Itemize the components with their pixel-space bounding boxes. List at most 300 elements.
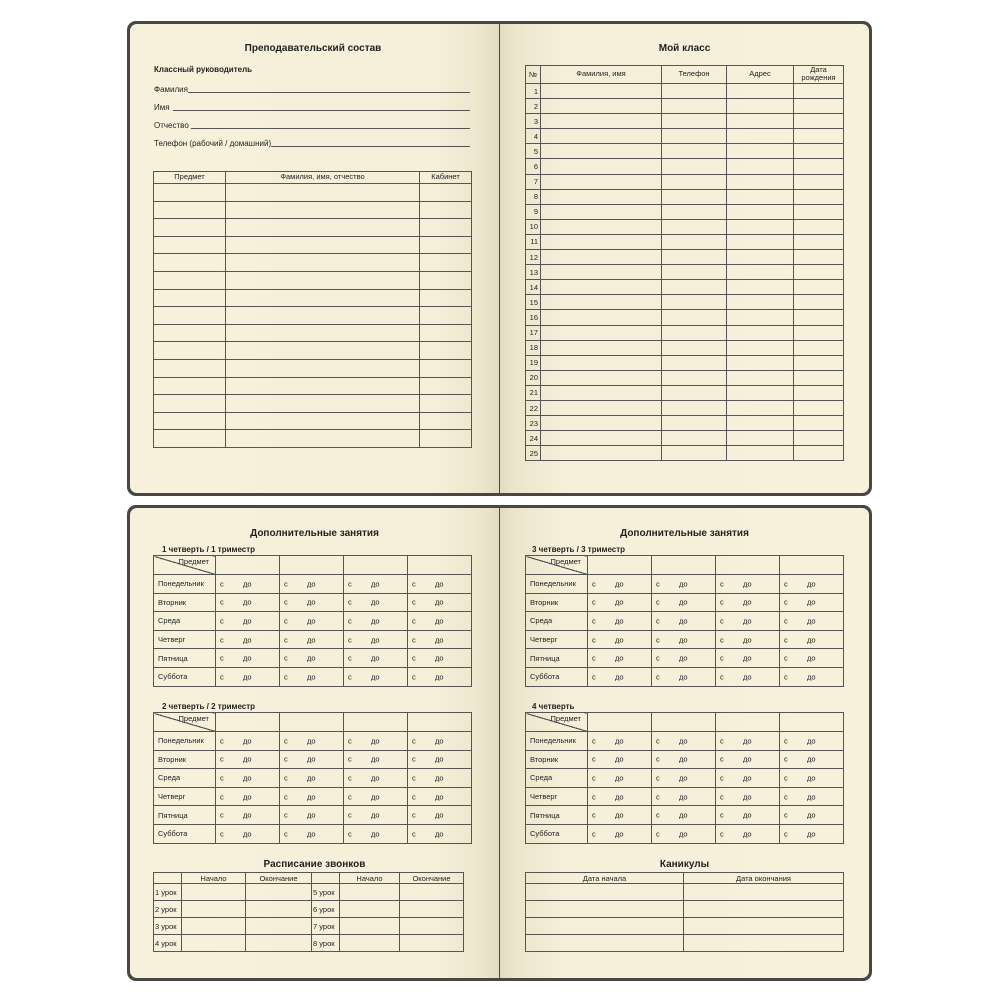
time-slot-cell[interactable] — [216, 649, 280, 668]
student-phone-cell[interactable] — [662, 265, 727, 280]
time-slot-cell[interactable] — [780, 612, 844, 631]
student-phone-cell[interactable] — [662, 280, 727, 295]
time-slot-cell[interactable] — [280, 593, 344, 612]
bell-start-cell[interactable] — [182, 884, 246, 901]
time-slot-cell[interactable] — [344, 732, 408, 751]
time-slot-cell[interactable] — [408, 732, 472, 751]
student-name-cell[interactable] — [541, 174, 662, 189]
time-slot-cell[interactable] — [216, 806, 280, 825]
teacher-name-cell[interactable] — [226, 307, 420, 325]
time-slot-cell[interactable] — [588, 649, 652, 668]
teacher-room-cell[interactable] — [420, 184, 472, 202]
time-slot-cell[interactable] — [588, 593, 652, 612]
student-name-cell[interactable] — [541, 204, 662, 219]
student-birthdate-cell[interactable] — [794, 144, 844, 159]
time-slot-cell[interactable] — [780, 667, 844, 686]
student-phone-cell[interactable] — [662, 219, 727, 234]
student-name-cell[interactable] — [541, 99, 662, 114]
student-birthdate-cell[interactable] — [794, 99, 844, 114]
student-address-cell[interactable] — [727, 204, 794, 219]
time-slot-cell[interactable] — [344, 750, 408, 769]
time-slot-cell[interactable] — [652, 612, 716, 631]
teacher-room-cell[interactable] — [420, 395, 472, 413]
student-phone-cell[interactable] — [662, 250, 727, 265]
time-slot-cell[interactable] — [780, 787, 844, 806]
student-address-cell[interactable] — [727, 400, 794, 415]
time-slot-cell[interactable] — [588, 769, 652, 788]
time-slot-cell[interactable] — [280, 612, 344, 631]
student-birthdate-cell[interactable] — [794, 159, 844, 174]
student-address-cell[interactable] — [727, 295, 794, 310]
student-phone-cell[interactable] — [662, 84, 727, 99]
teacher-name-cell[interactable] — [226, 289, 420, 307]
time-slot-cell[interactable] — [280, 630, 344, 649]
time-slot-cell[interactable] — [716, 630, 780, 649]
time-slot-cell[interactable] — [216, 575, 280, 594]
student-name-cell[interactable] — [541, 250, 662, 265]
time-slot-cell[interactable] — [588, 630, 652, 649]
time-slot-cell[interactable] — [344, 649, 408, 668]
time-slot-cell[interactable] — [588, 750, 652, 769]
time-slot-cell[interactable] — [280, 649, 344, 668]
time-slot-cell[interactable] — [652, 593, 716, 612]
time-slot-cell[interactable] — [652, 769, 716, 788]
time-slot-cell[interactable] — [408, 750, 472, 769]
student-birthdate-cell[interactable] — [794, 234, 844, 249]
time-slot-cell[interactable] — [716, 769, 780, 788]
teacher-subject-cell[interactable] — [154, 430, 226, 448]
subject-name-cell[interactable] — [652, 713, 716, 732]
time-slot-cell[interactable] — [408, 649, 472, 668]
bell-start-cell[interactable] — [340, 918, 400, 935]
holiday-start-cell[interactable] — [526, 918, 684, 935]
subject-name-cell[interactable] — [588, 713, 652, 732]
student-birthdate-cell[interactable] — [794, 129, 844, 144]
time-slot-cell[interactable] — [216, 732, 280, 751]
time-slot-cell[interactable] — [344, 667, 408, 686]
to-label: до — [307, 754, 316, 764]
time-slot-cell[interactable] — [280, 769, 344, 788]
student-phone-cell[interactable] — [662, 204, 727, 219]
teacher-subject-cell[interactable] — [154, 236, 226, 254]
from-label: с — [284, 773, 288, 783]
bell-end-cell[interactable] — [400, 935, 464, 952]
student-birthdate-cell[interactable] — [794, 446, 844, 461]
teacher-subject-cell[interactable] — [154, 307, 226, 325]
student-address-cell[interactable] — [727, 144, 794, 159]
time-slot-cell[interactable] — [716, 732, 780, 751]
time-slot-cell[interactable] — [716, 787, 780, 806]
teacher-name-cell[interactable] — [226, 271, 420, 289]
bells-corner-right — [312, 873, 340, 884]
time-slot-cell[interactable] — [652, 824, 716, 843]
student-address-cell[interactable] — [727, 250, 794, 265]
subject-name-cell[interactable] — [716, 556, 780, 575]
student-phone-cell[interactable] — [662, 355, 727, 370]
bell-end-cell[interactable] — [246, 884, 312, 901]
from-label: с — [220, 616, 224, 626]
student-name-cell[interactable] — [541, 370, 662, 385]
time-slot-cell[interactable] — [716, 806, 780, 825]
bell-end-cell[interactable] — [400, 918, 464, 935]
weekday-label: Четверг — [154, 630, 216, 649]
time-slot-cell[interactable] — [280, 806, 344, 825]
student-name-cell[interactable] — [541, 159, 662, 174]
teacher-name-cell[interactable] — [226, 342, 420, 360]
student-name-cell[interactable] — [541, 144, 662, 159]
time-slot-cell[interactable] — [344, 612, 408, 631]
student-birthdate-cell[interactable] — [794, 355, 844, 370]
time-slot-cell[interactable] — [716, 593, 780, 612]
teacher-room-cell[interactable] — [420, 201, 472, 219]
teacher-room-cell[interactable] — [420, 324, 472, 342]
time-slot-cell[interactable] — [780, 575, 844, 594]
teacher-subject-cell[interactable] — [154, 342, 226, 360]
bell-start-cell[interactable] — [182, 901, 246, 918]
teacher-subject-cell[interactable] — [154, 254, 226, 272]
time-slot-cell[interactable] — [652, 732, 716, 751]
teacher-subject-cell[interactable] — [154, 377, 226, 395]
teachers-table-row — [154, 184, 472, 202]
bell-start-cell[interactable] — [340, 901, 400, 918]
teacher-name-cell[interactable] — [226, 430, 420, 448]
teacher-room-cell[interactable] — [420, 254, 472, 272]
subject-name-cell[interactable] — [652, 556, 716, 575]
student-address-cell[interactable] — [727, 234, 794, 249]
from-label: с — [656, 773, 660, 783]
time-slot-cell[interactable] — [716, 612, 780, 631]
student-birthdate-cell[interactable] — [794, 280, 844, 295]
student-phone-cell[interactable] — [662, 234, 727, 249]
class-table-row — [526, 189, 844, 204]
time-slot-cell[interactable] — [780, 750, 844, 769]
student-phone-cell[interactable] — [662, 340, 727, 355]
time-slot-cell[interactable] — [280, 732, 344, 751]
student-phone-cell[interactable] — [662, 325, 727, 340]
time-slot-cell[interactable] — [780, 806, 844, 825]
time-slot-cell[interactable] — [652, 630, 716, 649]
student-name-cell[interactable] — [541, 355, 662, 370]
student-birthdate-cell[interactable] — [794, 84, 844, 99]
holiday-end-cell[interactable] — [684, 901, 844, 918]
student-birthdate-cell[interactable] — [794, 250, 844, 265]
bell-end-cell[interactable] — [400, 901, 464, 918]
bell-end-cell[interactable] — [400, 884, 464, 901]
student-address-cell[interactable] — [727, 431, 794, 446]
student-name-cell[interactable] — [541, 310, 662, 325]
teacher-name-cell[interactable] — [226, 184, 420, 202]
time-slot-cell[interactable] — [344, 806, 408, 825]
bell-start-cell[interactable] — [340, 884, 400, 901]
time-slot-cell[interactable] — [344, 575, 408, 594]
time-slot-cell[interactable] — [588, 612, 652, 631]
teacher-subject-cell[interactable] — [154, 201, 226, 219]
time-slot-cell[interactable] — [588, 667, 652, 686]
student-address-cell[interactable] — [727, 310, 794, 325]
time-slot-cell[interactable] — [716, 575, 780, 594]
holiday-start-cell[interactable] — [526, 884, 684, 901]
time-slot-cell[interactable] — [408, 575, 472, 594]
student-birthdate-cell[interactable] — [794, 310, 844, 325]
time-slot-cell[interactable] — [588, 806, 652, 825]
student-name-cell[interactable] — [541, 234, 662, 249]
teacher-subject-cell[interactable] — [154, 219, 226, 237]
schedule-table-q3 — [525, 555, 844, 687]
time-slot-cell[interactable] — [216, 612, 280, 631]
student-phone-cell[interactable] — [662, 370, 727, 385]
subject-name-cell[interactable] — [716, 713, 780, 732]
teacher-name-cell[interactable] — [226, 324, 420, 342]
subject-name-cell[interactable] — [216, 556, 280, 575]
student-address-cell[interactable] — [727, 385, 794, 400]
student-phone-cell[interactable] — [662, 114, 727, 129]
student-birthdate-cell[interactable] — [794, 370, 844, 385]
time-slot-cell[interactable] — [652, 806, 716, 825]
student-name-cell[interactable] — [541, 114, 662, 129]
student-name-cell[interactable] — [541, 189, 662, 204]
student-name-cell[interactable] — [541, 295, 662, 310]
field-line-name[interactable] — [173, 110, 470, 111]
time-slot-cell[interactable] — [408, 824, 472, 843]
time-slot-cell[interactable] — [652, 787, 716, 806]
student-address-cell[interactable] — [727, 355, 794, 370]
teacher-name-cell[interactable] — [226, 412, 420, 430]
teacher-room-cell[interactable] — [420, 307, 472, 325]
teacher-name-cell[interactable] — [226, 377, 420, 395]
student-address-cell[interactable] — [727, 370, 794, 385]
time-slot-cell[interactable] — [588, 575, 652, 594]
teacher-subject-cell[interactable] — [154, 359, 226, 377]
student-birthdate-cell[interactable] — [794, 295, 844, 310]
student-phone-cell[interactable] — [662, 446, 727, 461]
student-address-cell[interactable] — [727, 189, 794, 204]
subject-name-cell[interactable] — [280, 556, 344, 575]
bell-start-cell[interactable] — [182, 918, 246, 935]
teacher-subject-cell[interactable] — [154, 324, 226, 342]
time-slot-cell[interactable] — [216, 769, 280, 788]
teacher-room-cell[interactable] — [420, 377, 472, 395]
time-slot-cell[interactable] — [280, 750, 344, 769]
time-slot-cell[interactable] — [408, 593, 472, 612]
holidays-header-start: Дата начала — [526, 873, 684, 884]
student-phone-cell[interactable] — [662, 144, 727, 159]
teacher-name-cell[interactable] — [226, 219, 420, 237]
teacher-room-cell[interactable] — [420, 219, 472, 237]
subject-name-cell[interactable] — [344, 556, 408, 575]
time-slot-cell[interactable] — [780, 593, 844, 612]
teacher-subject-cell[interactable] — [154, 289, 226, 307]
time-slot-cell[interactable] — [344, 769, 408, 788]
teacher-room-cell[interactable] — [420, 359, 472, 377]
student-birthdate-cell[interactable] — [794, 400, 844, 415]
teacher-name-cell[interactable] — [226, 395, 420, 413]
student-address-cell[interactable] — [727, 174, 794, 189]
student-name-cell[interactable] — [541, 431, 662, 446]
teacher-room-cell[interactable] — [420, 412, 472, 430]
class-row-number: 8 — [526, 189, 541, 204]
student-name-cell[interactable] — [541, 340, 662, 355]
teacher-room-cell[interactable] — [420, 271, 472, 289]
time-slot-cell[interactable] — [280, 575, 344, 594]
student-address-cell[interactable] — [727, 280, 794, 295]
teacher-name-cell[interactable] — [226, 201, 420, 219]
time-slot-cell[interactable] — [780, 649, 844, 668]
student-birthdate-cell[interactable] — [794, 204, 844, 219]
schedule-row — [526, 667, 844, 686]
holiday-end-cell[interactable] — [684, 935, 844, 952]
student-birthdate-cell[interactable] — [794, 174, 844, 189]
teacher-name-cell[interactable] — [226, 236, 420, 254]
student-address-cell[interactable] — [727, 416, 794, 431]
student-birthdate-cell[interactable] — [794, 189, 844, 204]
student-name-cell[interactable] — [541, 280, 662, 295]
time-slot-cell[interactable] — [652, 649, 716, 668]
teacher-room-cell[interactable] — [420, 342, 472, 360]
time-slot-cell[interactable] — [652, 667, 716, 686]
to-label: до — [307, 616, 316, 626]
time-slot-cell[interactable] — [408, 630, 472, 649]
student-name-cell[interactable] — [541, 400, 662, 415]
student-address-cell[interactable] — [727, 325, 794, 340]
student-birthdate-cell[interactable] — [794, 265, 844, 280]
student-name-cell[interactable] — [541, 325, 662, 340]
time-slot-cell[interactable] — [216, 750, 280, 769]
student-phone-cell[interactable] — [662, 400, 727, 415]
holiday-start-cell[interactable] — [526, 901, 684, 918]
teacher-name-cell[interactable] — [226, 359, 420, 377]
time-slot-cell[interactable] — [408, 612, 472, 631]
bell-end-cell[interactable] — [246, 918, 312, 935]
time-slot-cell[interactable] — [780, 630, 844, 649]
time-slot-cell[interactable] — [344, 593, 408, 612]
subject-name-cell[interactable] — [216, 713, 280, 732]
time-slot-cell[interactable] — [652, 750, 716, 769]
teacher-subject-cell[interactable] — [154, 184, 226, 202]
teacher-room-cell[interactable] — [420, 289, 472, 307]
student-birthdate-cell[interactable] — [794, 114, 844, 129]
student-phone-cell[interactable] — [662, 295, 727, 310]
teacher-room-cell[interactable] — [420, 430, 472, 448]
time-slot-cell[interactable] — [408, 769, 472, 788]
time-slot-cell[interactable] — [588, 732, 652, 751]
student-phone-cell[interactable] — [662, 385, 727, 400]
student-address-cell[interactable] — [727, 159, 794, 174]
student-name-cell[interactable] — [541, 84, 662, 99]
subject-name-cell[interactable] — [780, 556, 844, 575]
time-slot-cell[interactable] — [280, 824, 344, 843]
student-phone-cell[interactable] — [662, 159, 727, 174]
time-slot-cell[interactable] — [344, 787, 408, 806]
time-slot-cell[interactable] — [780, 732, 844, 751]
student-address-cell[interactable] — [727, 84, 794, 99]
holiday-start-cell[interactable] — [526, 935, 684, 952]
student-phone-cell[interactable] — [662, 129, 727, 144]
holiday-end-cell[interactable] — [684, 918, 844, 935]
time-slot-cell[interactable] — [216, 667, 280, 686]
student-address-cell[interactable] — [727, 99, 794, 114]
student-address-cell[interactable] — [727, 340, 794, 355]
teacher-subject-cell[interactable] — [154, 271, 226, 289]
student-phone-cell[interactable] — [662, 99, 727, 114]
time-slot-cell[interactable] — [216, 593, 280, 612]
student-name-cell[interactable] — [541, 219, 662, 234]
student-name-cell[interactable] — [541, 385, 662, 400]
time-slot-cell[interactable] — [588, 824, 652, 843]
time-slot-cell[interactable] — [408, 787, 472, 806]
student-birthdate-cell[interactable] — [794, 416, 844, 431]
my-class-table — [525, 65, 844, 461]
time-slot-cell[interactable] — [216, 630, 280, 649]
student-birthdate-cell[interactable] — [794, 219, 844, 234]
field-line-patronymic[interactable] — [191, 128, 470, 129]
time-slot-cell[interactable] — [652, 575, 716, 594]
time-slot-cell[interactable] — [780, 769, 844, 788]
teacher-subject-cell[interactable] — [154, 412, 226, 430]
time-slot-cell[interactable] — [216, 824, 280, 843]
student-address-cell[interactable] — [727, 114, 794, 129]
student-phone-cell[interactable] — [662, 416, 727, 431]
holiday-end-cell[interactable] — [684, 884, 844, 901]
bell-end-cell[interactable] — [246, 901, 312, 918]
student-phone-cell[interactable] — [662, 431, 727, 446]
student-address-cell[interactable] — [727, 219, 794, 234]
student-address-cell[interactable] — [727, 265, 794, 280]
student-birthdate-cell[interactable] — [794, 385, 844, 400]
teacher-room-cell[interactable] — [420, 236, 472, 254]
bell-start-cell[interactable] — [182, 935, 246, 952]
time-slot-cell[interactable] — [280, 667, 344, 686]
time-slot-cell[interactable] — [408, 667, 472, 686]
subject-name-cell[interactable] — [344, 713, 408, 732]
student-phone-cell[interactable] — [662, 189, 727, 204]
bell-end-cell[interactable] — [246, 935, 312, 952]
time-slot-cell[interactable] — [344, 824, 408, 843]
time-slot-cell[interactable] — [716, 824, 780, 843]
student-address-cell[interactable] — [727, 446, 794, 461]
bell-start-cell[interactable] — [340, 935, 400, 952]
time-slot-cell[interactable] — [408, 806, 472, 825]
student-birthdate-cell[interactable] — [794, 431, 844, 446]
field-line-surname[interactable] — [188, 92, 470, 93]
subject-name-cell[interactable] — [780, 713, 844, 732]
teacher-subject-cell[interactable] — [154, 395, 226, 413]
teacher-name-cell[interactable] — [226, 254, 420, 272]
time-slot-cell[interactable] — [588, 787, 652, 806]
student-name-cell[interactable] — [541, 265, 662, 280]
time-slot-cell[interactable] — [716, 649, 780, 668]
student-name-cell[interactable] — [541, 446, 662, 461]
subject-name-cell[interactable] — [588, 556, 652, 575]
time-slot-cell[interactable] — [216, 787, 280, 806]
time-slot-cell[interactable] — [780, 824, 844, 843]
time-slot-cell[interactable] — [716, 667, 780, 686]
student-name-cell[interactable] — [541, 416, 662, 431]
subject-name-cell[interactable] — [408, 556, 472, 575]
time-slot-cell[interactable] — [716, 750, 780, 769]
student-phone-cell[interactable] — [662, 174, 727, 189]
from-label: с — [284, 597, 288, 607]
student-name-cell[interactable] — [541, 129, 662, 144]
student-birthdate-cell[interactable] — [794, 325, 844, 340]
student-address-cell[interactable] — [727, 129, 794, 144]
student-phone-cell[interactable] — [662, 310, 727, 325]
student-birthdate-cell[interactable] — [794, 340, 844, 355]
subject-name-cell[interactable] — [280, 713, 344, 732]
field-line-phone[interactable] — [271, 146, 470, 147]
subject-name-cell[interactable] — [408, 713, 472, 732]
time-slot-cell[interactable] — [344, 630, 408, 649]
time-slot-cell[interactable] — [280, 787, 344, 806]
